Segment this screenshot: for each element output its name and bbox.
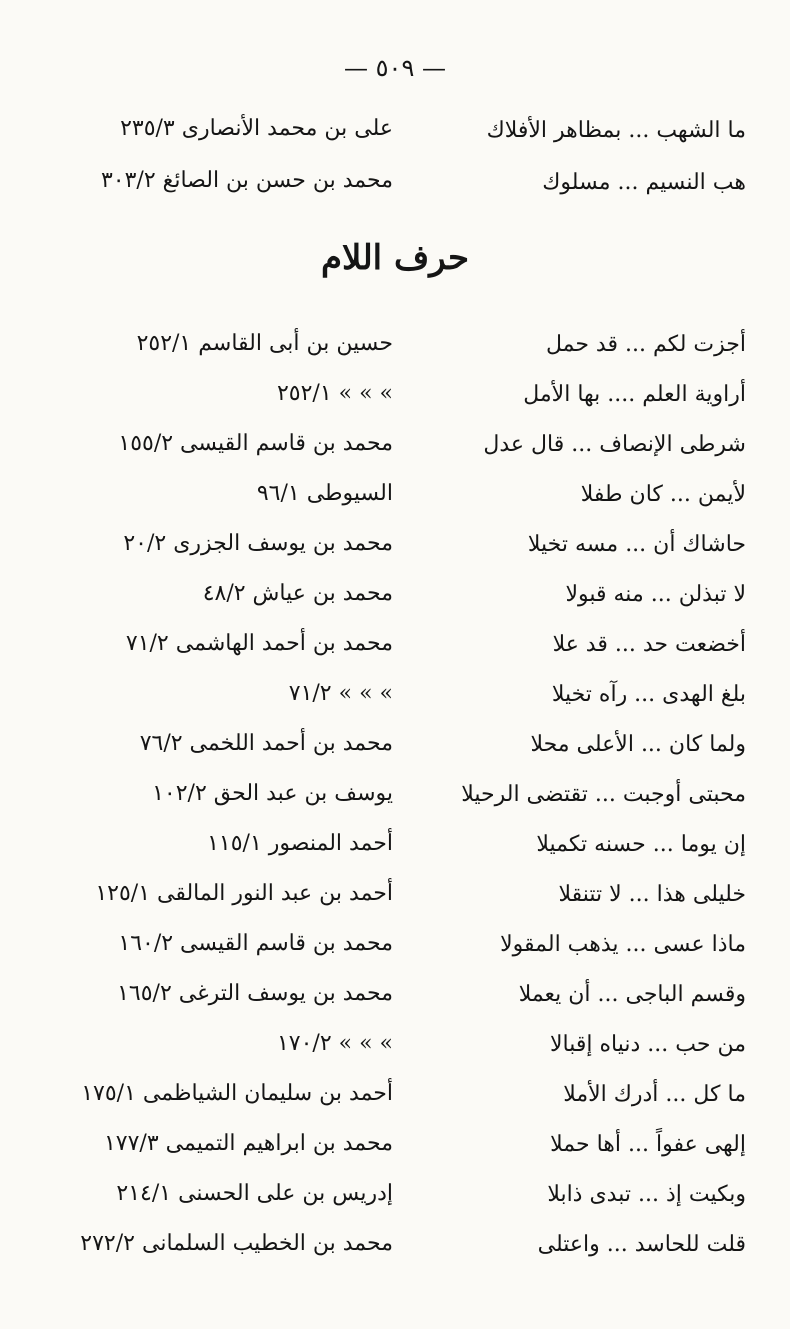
index-row [0,372,790,422]
verse-incipit: إن يوما ... حسنه تكميلا [536,832,746,857]
verse-incipit: قلت للحاسد ... واعتلى [537,1232,746,1257]
top-index-list [0,106,790,210]
index-row [0,772,790,822]
author-reference: محمد بن قاسم القيسى ١٥٥/٢ [118,431,393,456]
index-row [0,872,790,922]
verse-incipit: أجزت لكم ... قد حمل [545,332,746,357]
index-row [0,106,790,158]
author-reference: أحمد المنصور ١١٥/١ [207,831,393,856]
index-row [0,1172,790,1222]
author-reference: حسين بن أبى القاسم ٢٥٢/١ [136,331,393,356]
index-row [0,422,790,472]
verse-incipit: محبتى أوجبت ... تقتضى الرحيلا [461,782,746,807]
verse-incipit: إلهى عفواً ... أها حملا [550,1132,746,1157]
author-reference: محمد بن قاسم القيسى ١٦٠/٢ [118,931,393,956]
index-row [0,822,790,872]
verse-incipit: حاشاك أن ... مسه تخيلا [527,532,746,557]
author-reference: أحمد بن عبد النور المالقى ١٢٥/١ [95,881,393,906]
author-reference: محمد بن ابراهيم التميمى ١٧٧/٣ [103,1131,393,1156]
index-row [0,1122,790,1172]
index-row [0,1222,790,1272]
verse-incipit: لا تبذلن ... منه قبولا [565,582,746,607]
index-row [0,522,790,572]
verse-incipit: أخضعت حد ... قد علا [552,632,746,657]
index-row [0,1072,790,1122]
verse-incipit: شرطى الإنصاف ... قال عدل [483,432,746,457]
index-row [0,158,790,210]
index-row [0,722,790,772]
author-reference: محمد بن حسن بن الصائغ ٣٠٣/٢ [100,168,393,193]
verse-incipit: بلغ الهدى ... رآه تخيلا [551,682,746,707]
index-row [0,672,790,722]
author-reference: على بن محمد الأنصارى ٢٣٥/٣ [120,116,393,141]
author-reference: » » » ٧١/٢ [288,681,393,706]
verse-incipit: لأيمن ... كان طفلا [580,482,746,507]
author-reference: محمد بن أحمد اللخمى ٧٦/٢ [139,731,393,756]
page-number: — ٥٠٩ — [344,54,446,82]
author-reference: » » » ٢٥٢/١ [276,381,393,406]
index-row [0,322,790,372]
author-reference: السيوطى ٩٦/١ [256,481,393,506]
verse-incipit: ولما كان ... الأعلى محلا [530,732,746,757]
author-reference: محمد بن يوسف الترغى ١٦٥/٢ [117,981,393,1006]
index-row [0,922,790,972]
index-row [0,1022,790,1072]
index-row [0,622,790,672]
verse-incipit: أراوية العلم .... بها الأمل [523,382,746,407]
author-reference: محمد بن أحمد الهاشمى ٧١/٢ [125,631,393,656]
verse-incipit: خليلى هذا ... لا تتنقلا [558,882,746,907]
author-reference: إدريس بن على الحسنى ٢١٤/١ [116,1181,393,1206]
author-reference: أحمد بن سليمان الشياظمى ١٧٥/١ [81,1081,393,1106]
author-reference: محمد بن الخطيب السلمانى ٢٧٢/٢ [80,1231,393,1256]
verse-incipit: ماذا عسى ... يذهب المقولا [500,932,746,957]
index-row [0,472,790,522]
author-reference: محمد بن يوسف الجزرى ٢٠/٢ [123,531,393,556]
verse-incipit: هب النسيم ... مسلوك [542,170,746,195]
verse-incipit: ما كل ... أدرك الأملا [563,1082,746,1107]
author-reference: محمد بن عياش ٤٨/٢ [202,581,393,606]
section-heading: حرف اللام [320,238,469,278]
verse-incipit: من حب ... دنياه إقبالا [550,1032,746,1057]
verse-incipit: ما الشهب ... بمظاهر الأفلاك [486,118,746,143]
author-reference: يوسف بن عبد الحق ١٠٢/٢ [152,781,393,806]
author-reference: » » » ١٧٠/٢ [276,1031,393,1056]
index-row [0,972,790,1022]
index-row [0,572,790,622]
verse-incipit: وبكيت إذ ... تبدى ذابلا [547,1182,746,1207]
verse-incipit: وقسم الباجى ... أن يعملا [518,982,746,1007]
main-index-list [0,322,790,1272]
